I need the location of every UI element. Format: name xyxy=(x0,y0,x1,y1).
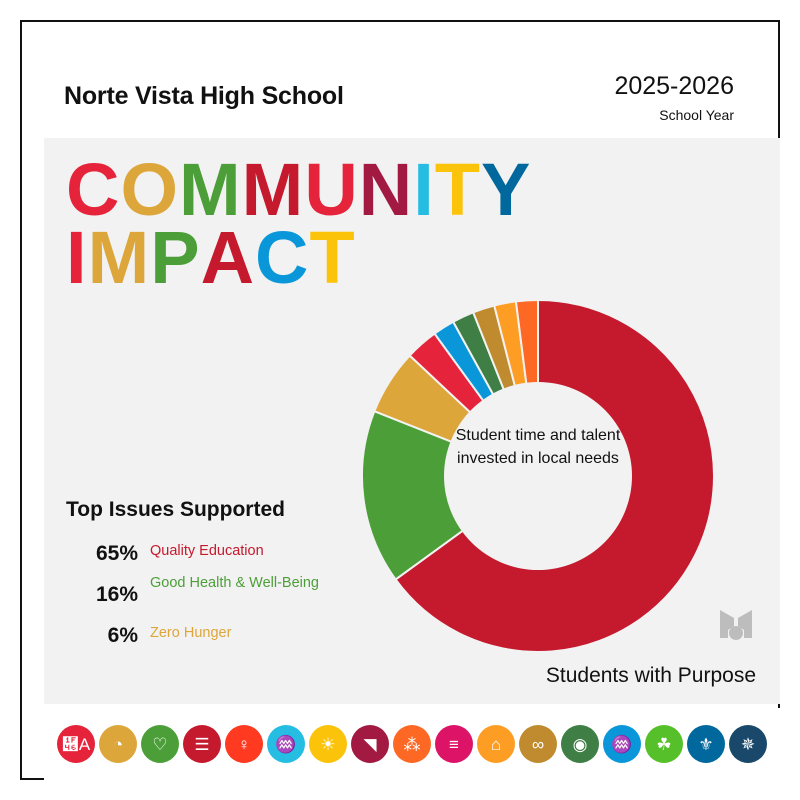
headline-letter: C xyxy=(255,216,310,300)
zero-hunger-icon[interactable]: ◔ xyxy=(99,725,137,763)
decent-work-icon[interactable]: ◥ xyxy=(351,725,389,763)
clean-water-icon[interactable]: ♒ xyxy=(267,725,305,763)
donut-center-label: Student time and talent invested in local needs xyxy=(455,427,621,468)
headline-letter: C xyxy=(66,148,121,231)
headline-letter: O xyxy=(120,148,180,231)
headline-letter: M xyxy=(87,216,151,300)
header xyxy=(44,44,756,138)
issue-percent: 16% xyxy=(95,583,138,606)
school-year: 2025-2026 xyxy=(614,72,734,100)
page-title: Norte Vista High School xyxy=(64,82,344,110)
sustainable-cities-icon[interactable]: ⌂ xyxy=(477,725,515,763)
main-content xyxy=(44,138,780,704)
issue-percent: 65% xyxy=(95,542,138,565)
life-below-water-icon[interactable]: ♒ xyxy=(603,725,641,763)
no-poverty-icon[interactable]: ὆A xyxy=(57,725,95,763)
headline-letter: N xyxy=(358,148,414,231)
headline-letter: U xyxy=(304,148,359,231)
headline-letter: I xyxy=(413,148,435,231)
headline-letter: I xyxy=(66,216,88,300)
headline-letter: P xyxy=(150,216,201,300)
headline-letter: T xyxy=(309,216,356,300)
headline-line-2 xyxy=(66,216,531,300)
peace-justice-icon[interactable]: ⚜ xyxy=(687,725,725,763)
industry-innovation-icon[interactable]: ⁂ xyxy=(393,725,431,763)
headline-letter: M xyxy=(179,148,242,231)
tagline: Students with Purpose xyxy=(545,664,756,687)
gender-equality-icon[interactable]: ♀ xyxy=(225,725,263,763)
issue-label: Quality Education xyxy=(150,543,264,559)
headline xyxy=(66,148,532,300)
issue-percent: 6% xyxy=(107,624,138,647)
good-health-icon[interactable]: ♡ xyxy=(141,725,179,763)
issue-label: Good Health & Well-Being xyxy=(150,575,319,591)
donut-hole xyxy=(444,382,632,570)
issue-label: Zero Hunger xyxy=(150,625,232,641)
headline-letter: T xyxy=(434,148,481,231)
school-year-label: School Year xyxy=(659,107,734,123)
people-network-icon xyxy=(714,606,758,642)
poster-frame xyxy=(20,20,780,780)
climate-action-icon[interactable]: ◉ xyxy=(561,725,599,763)
responsible-consumption-icon[interactable]: ∞ xyxy=(519,725,557,763)
sdg-icon-strip xyxy=(44,708,780,780)
donut-chart xyxy=(362,300,714,652)
partnerships-icon[interactable]: ✵ xyxy=(729,725,767,763)
headline-line-1 xyxy=(66,148,532,231)
headline-letter: M xyxy=(241,148,305,231)
affordable-energy-icon[interactable]: ☀ xyxy=(309,725,347,763)
headline-letter: A xyxy=(200,216,256,300)
donut-chart-svg xyxy=(362,300,714,652)
issues-heading: Top Issues Supported xyxy=(66,498,285,521)
quality-education-icon[interactable]: ☰ xyxy=(183,725,221,763)
life-on-land-icon[interactable]: ☘ xyxy=(645,725,683,763)
reduced-inequalities-icon[interactable]: ≡ xyxy=(435,725,473,763)
headline-letter: Y xyxy=(481,148,532,231)
